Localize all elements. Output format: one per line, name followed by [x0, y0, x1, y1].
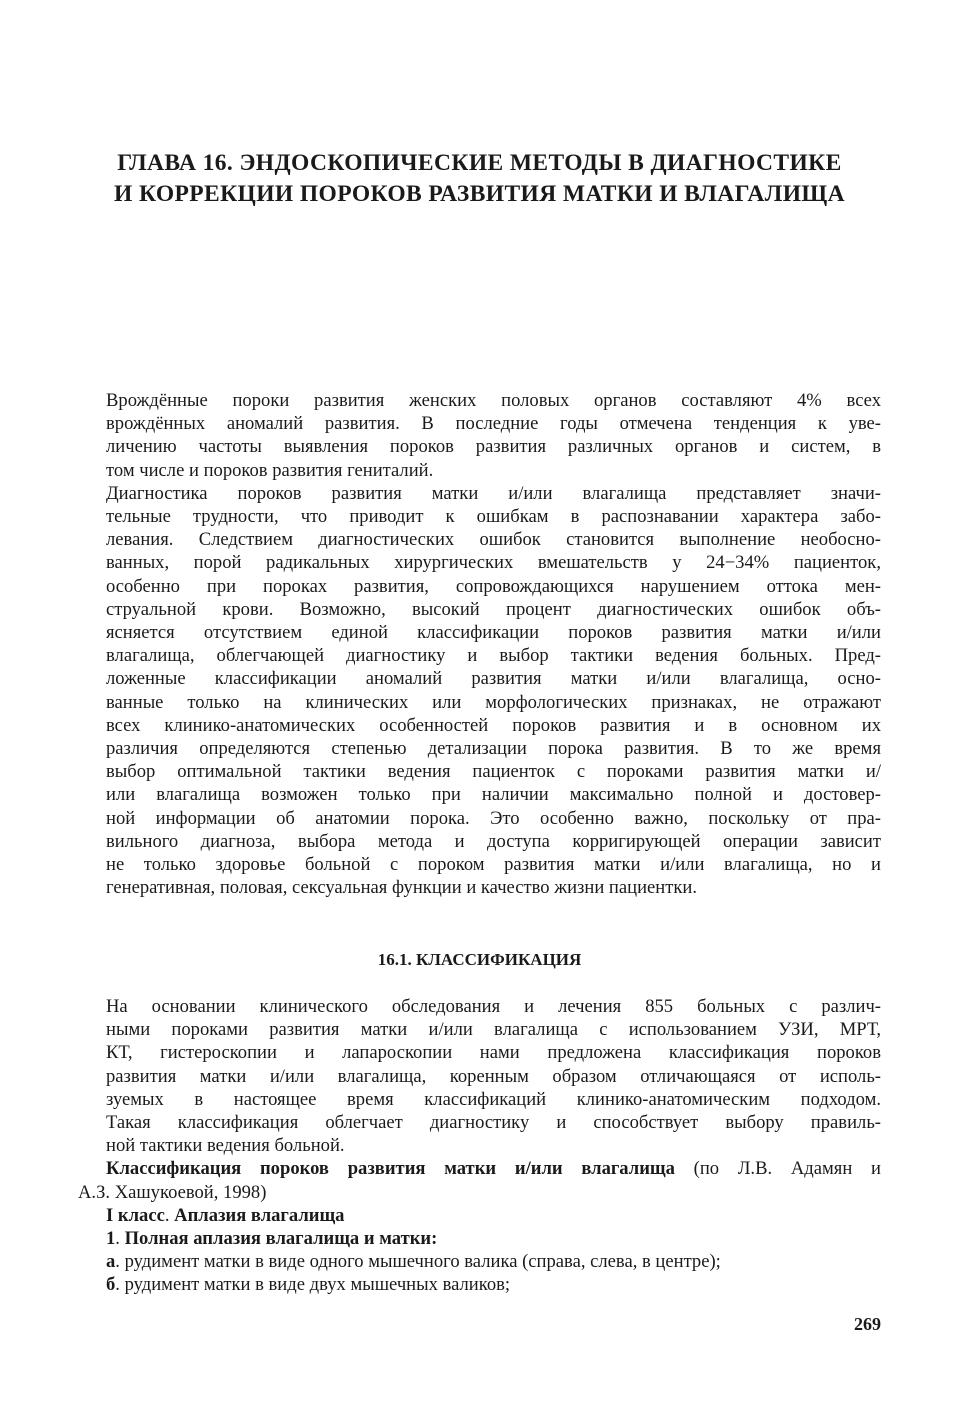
classification-paragraph — [78, 995, 881, 1157]
text-line: влагалища, облегчающей диагностику и выбор тактики ведения больных. Пред- — [106, 645, 881, 667]
class-1-label: I класс — [106, 1204, 165, 1226]
item-1-separator: . — [115, 1228, 125, 1250]
text-line: На основании клинического обследования и лечения 855 больных с различ- — [106, 996, 881, 1017]
item-b — [78, 1273, 881, 1296]
item-b-text: . рудимент матки в виде двух мышечных валиков; — [115, 1274, 511, 1296]
text-line: том числе и пороков развития гениталий. — [106, 459, 434, 481]
section-heading: 16.1. КЛАССИФИКАЦИЯ — [377, 950, 582, 969]
text-line: Диагностика пороков развития матки и/или влагалища представляет значи- — [106, 482, 881, 504]
class-1-heading — [78, 1204, 881, 1227]
text-line: ложенные классификации аномалий развития матки и/или влагалища, осно- — [106, 668, 881, 690]
chapter-title-line-1: ГЛАВА 16. ЭНДОСКОПИЧЕСКИЕ МЕТОДЫ В ДИАГНОСТИКЕ — [117, 150, 842, 176]
text-line: генеративная, половая, сексуальная функции и качество жизни пациентки. — [106, 877, 697, 899]
text-line: ванные только на клинических или морфологических признаках, не отражают — [106, 691, 881, 713]
classification-authors: А.З. Хашукоевой, 1998) — [78, 1181, 267, 1203]
text-line: левания. Следствием диагностических ошибок становится выполнение необосно- — [106, 529, 881, 551]
text-line: Такая классификация облегчает диагностику и способствует выбору правиль- — [106, 1112, 881, 1134]
text-line: вильного диагноза, выбора метода и доступа корригирующей операции зависит — [106, 830, 881, 852]
text-line: ванных, порой радикальных хирургических вмешательств у 24−34% пациенток, — [106, 552, 881, 574]
intro-paragraph-1 — [78, 389, 881, 482]
text-line: врождённых аномалий развития. В последние годы отмечена тенденция к уве- — [106, 413, 881, 435]
text-line: тельные трудности, что приводит к ошибкам в распознавании характера забо- — [106, 506, 881, 528]
text-line: ной тактики ведения больной. — [106, 1135, 345, 1157]
class-1-separator: . — [164, 1204, 175, 1226]
item-a-letter: а — [106, 1251, 116, 1273]
text-line: или влагалища возможен только при наличии максимально полной и достовер- — [106, 784, 881, 806]
intro-paragraph-2 — [78, 482, 881, 900]
text-line: не только здоровье больной с пороком развития матки и/или влагалища, но и — [106, 854, 881, 876]
item-1-heading — [78, 1227, 881, 1250]
item-a — [78, 1250, 881, 1273]
text-line: выбор оптимальной тактики ведения пациенток с пороками развития матки и/ — [106, 761, 881, 783]
text-line: КТ, гистероскопии и лапароскопии нами предложена классификация пороков — [106, 1042, 881, 1064]
classification-attribution: (по Л.В. Адамян и — [674, 1158, 881, 1180]
text-line: ной информации об анатомии порока. Это особенно важно, поскольку от пра- — [106, 807, 881, 829]
classification-title-line — [78, 1157, 881, 1180]
text-line: различия определяются степенью детализации порока развития. В то же время — [106, 738, 881, 760]
item-b-letter: б — [106, 1274, 116, 1296]
chapter-title-line-2: И КОРРЕКЦИИ ПОРОКОВ РАЗВИТИЯ МАТКИ И ВЛАГАЛИЩА — [114, 181, 845, 207]
item-1-number: 1 — [106, 1228, 116, 1250]
item-1-title: Полная аплазия влагалища и матки: — [124, 1228, 438, 1250]
page-number: 269 — [854, 1314, 881, 1334]
text-line: ными пороками развития матки и/или влагалища с использованием УЗИ, МРТ, — [106, 1019, 881, 1041]
text-line: личению частоты выявления пороков развития различных органов и систем, в — [106, 436, 881, 458]
text-line: развития матки и/или влагалища, коренным образом отличающаяся от исполь- — [106, 1065, 881, 1087]
text-line: Врождённые пороки развития женских половых органов составляют 4% всех — [106, 390, 881, 411]
classification-title: Классификация пороков развития матки и/или влагалища — [106, 1158, 675, 1180]
text-line: струальной крови. Возможно, высокий процент диагностических ошибок объ- — [106, 598, 881, 620]
item-a-text: . рудимент матки в виде одного мышечного валика (справа, слева, в центре); — [115, 1251, 721, 1273]
class-1-title: Аплазия влагалища — [174, 1204, 345, 1226]
intro-text — [78, 389, 881, 899]
classification-text — [78, 995, 881, 1297]
text-line: всех клинико-анатомических особенностей пороков развития и в основном их — [106, 714, 881, 736]
text-line: особенно при пороках развития, сопровождающихся нарушением оттока мен- — [106, 575, 881, 597]
chapter-title — [78, 148, 881, 210]
text-line: ясняется отсутствием единой классификации пороков развития матки и/или — [106, 622, 881, 644]
text-line: зуемых в настоящее время классификаций клинико-анатомическим подходом. — [106, 1088, 881, 1110]
